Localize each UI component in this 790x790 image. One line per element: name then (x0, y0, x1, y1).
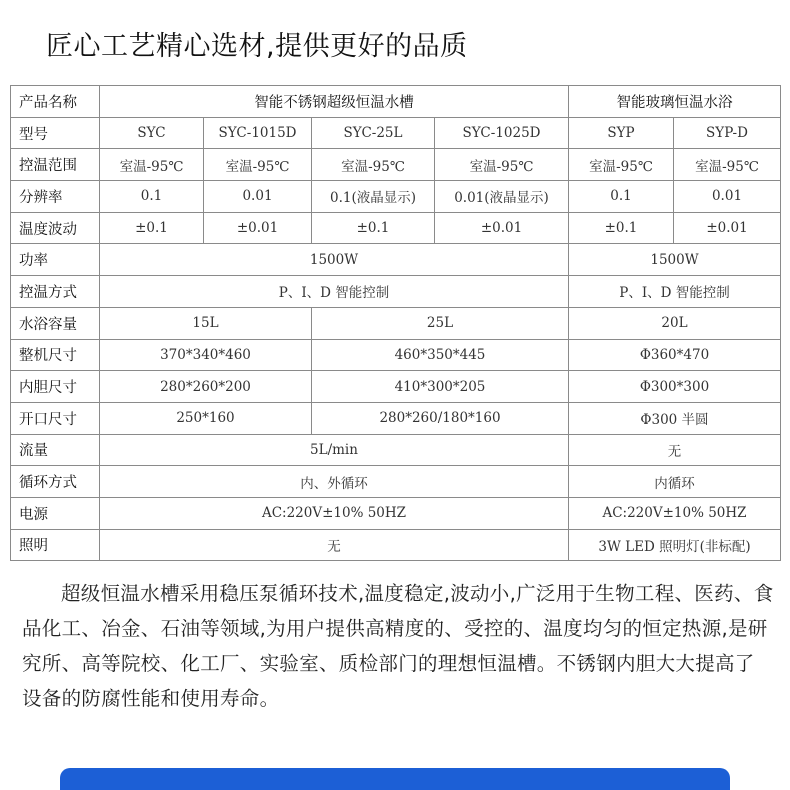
product-description: 超级恒温水槽采用稳压泵循环技术,温度稳定,波动小,广泛用于生物工程、医药、食品化工、冶金、石油等领域,为用户提供高精度的、受控的、温度均匀的恒定热源,是研究所、高等院校、化工厂、实验室、质检部门的理想恒温槽。不锈钢内胆大大提高了设备的防腐性能和使用寿命。 (22, 582, 774, 710)
table-cell: SYC-1025D (435, 117, 569, 149)
table-row (11, 466, 781, 498)
table-cell: SYP-D (674, 117, 781, 149)
table-row (11, 181, 781, 213)
table-cell: 无 (569, 434, 781, 466)
row-label: 型号 (11, 117, 100, 149)
table-cell: AC:220V±10% 50HZ (569, 497, 781, 529)
table-cell: 室温-95℃ (204, 149, 312, 181)
banner-bar (60, 768, 730, 790)
table-cell: Φ300 半圆 (569, 402, 781, 434)
table-cell: 280*260/180*160 (312, 402, 569, 434)
table-cell: ±0.1 (312, 212, 435, 244)
table-row (11, 117, 781, 149)
row-label: 开口尺寸 (11, 402, 100, 434)
table-cell: 0.1(液晶显示) (312, 181, 435, 213)
table-cell: 250*160 (100, 402, 312, 434)
table-cell: AC:220V±10% 50HZ (100, 497, 569, 529)
row-label: 内胆尺寸 (11, 371, 100, 403)
table-cell: SYC-1015D (204, 117, 312, 149)
row-label: 产品名称 (11, 86, 100, 118)
table-cell: 0.01(液晶显示) (435, 181, 569, 213)
table-cell: 0.1 (569, 181, 674, 213)
row-label: 循环方式 (11, 466, 100, 498)
row-label: 流量 (11, 434, 100, 466)
row-label: 温度波动 (11, 212, 100, 244)
table-row (11, 212, 781, 244)
row-label: 照明 (11, 529, 100, 561)
table-row (11, 276, 781, 308)
table-cell: 280*260*200 (100, 371, 312, 403)
table-cell: ±0.01 (674, 212, 781, 244)
table-cell: SYC-25L (312, 117, 435, 149)
table-cell: ±0.01 (204, 212, 312, 244)
table-cell: 370*340*460 (100, 339, 312, 371)
row-label: 水浴容量 (11, 307, 100, 339)
table-cell: 无 (100, 529, 569, 561)
table-cell: SYC (100, 117, 204, 149)
spec-table (10, 85, 781, 561)
table-cell: 室温-95℃ (674, 149, 781, 181)
table-cell: ±0.1 (100, 212, 204, 244)
table-row (11, 402, 781, 434)
headline: 匠心工艺精心选材,提供更好的品质 (46, 31, 468, 62)
table-cell: ±0.01 (435, 212, 569, 244)
table-cell: 内循环 (569, 466, 781, 498)
row-label: 分辨率 (11, 181, 100, 213)
row-label: 功率 (11, 244, 100, 276)
table-cell: 内、外循环 (100, 466, 569, 498)
table-cell: 室温-95℃ (569, 149, 674, 181)
table-row (11, 497, 781, 529)
table-cell: 5L/min (100, 434, 569, 466)
table-row (11, 149, 781, 181)
table-cell: 0.1 (100, 181, 204, 213)
table-cell: 3W LED 照明灯(非标配) (569, 529, 781, 561)
table-cell: 0.01 (204, 181, 312, 213)
table-cell: 20L (569, 307, 781, 339)
table-cell: ±0.1 (569, 212, 674, 244)
table-row (11, 371, 781, 403)
row-label: 控温方式 (11, 276, 100, 308)
table-cell: 室温-95℃ (435, 149, 569, 181)
table-cell: Φ360*470 (569, 339, 781, 371)
group-header-glass: 智能玻璃恒温水浴 (569, 86, 781, 118)
table-cell: 410*300*205 (312, 371, 569, 403)
table-row (11, 529, 781, 561)
table-cell: 室温-95℃ (312, 149, 435, 181)
table-cell: 0.01 (674, 181, 781, 213)
table-cell: 室温-95℃ (100, 149, 204, 181)
table-cell: P、I、D 智能控制 (569, 276, 781, 308)
table-row (11, 307, 781, 339)
table-cell: 1500W (100, 244, 569, 276)
table-cell: 460*350*445 (312, 339, 569, 371)
table-cell: 25L (312, 307, 569, 339)
table-cell: 1500W (569, 244, 781, 276)
group-header-stainless: 智能不锈钢超级恒温水槽 (100, 86, 569, 118)
table-row (11, 86, 781, 118)
row-label: 电源 (11, 497, 100, 529)
table-cell: P、I、D 智能控制 (100, 276, 569, 308)
table-row (11, 434, 781, 466)
table-cell: Φ300*300 (569, 371, 781, 403)
table-cell: SYP (569, 117, 674, 149)
table-row (11, 339, 781, 371)
row-label: 控温范围 (11, 149, 100, 181)
row-label: 整机尺寸 (11, 339, 100, 371)
table-cell: 15L (100, 307, 312, 339)
table-row (11, 244, 781, 276)
